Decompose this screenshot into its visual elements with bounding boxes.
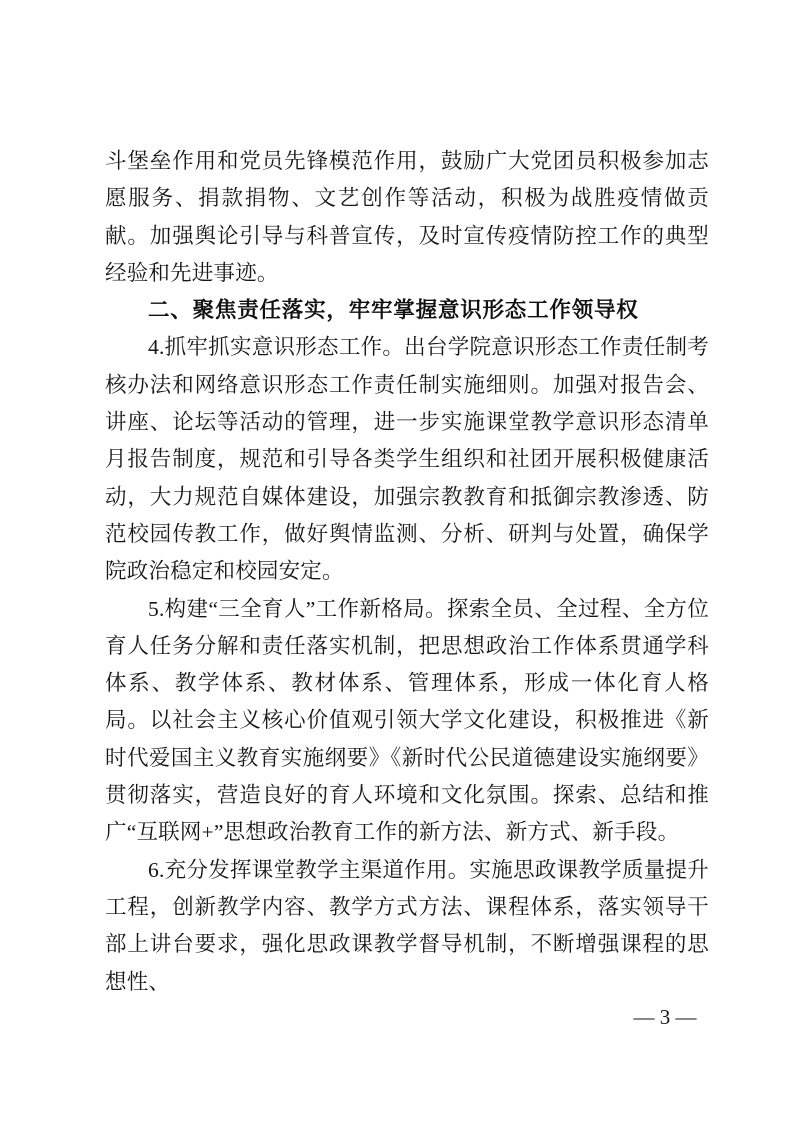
page-number: — 3 — [633,1005,697,1029]
document-text-block [105,143,709,1001]
paragraph-item-6: 6.充分发挥课堂教学主渠道作用。实施思政课教学质量提升工程，创新教学内容、教学方式方法、课程体系，落实领导干部上讲台要求，强化思政课教学督导机制，不断增强课程的思想性、 [105,857,709,994]
paragraph-continuation: 斗堡垒作用和党员先锋模范作用，鼓励广大党团员积极参加志愿服务、捐款捐物、文艺创作等活动，积极为战胜疫情做贡献。加强舆论引导与科普宣传，及时宣传疫情防控工作的典型经验和先进事迹。 [105,149,709,285]
section-heading: 二、聚焦责任落实，牢牢掌握意识形态工作领导权 [148,298,639,323]
paragraph-item-4: 4.抓牢抓实意识形态工作。出台学院意识形态工作责任制考核办法和网络意识形态工作责任制实施细则。加强对报告会、讲座、论坛等活动的管理，进一步实施课堂教学意识形态清单月报告制度，规范和引导各类学生组织和社团开展积极健康活动，大力规范自媒体建设，加强宗教教育和抵御宗教渗透、防范校园传教工作，做好舆情监测、分析、研判与处置，确保学院政治稳定和校园安定。 [105,335,709,584]
paragraph-item-5: 5.构建“三全育人”工作新格局。探索全员、全过程、全方位育人任务分解和责任落实机制，把思想政治工作体系贯通学科体系、教学体系、教材体系、管理体系，形成一体化育人格局。以社会主义核心价值观引领大学文化建设，积极推进《新时代爱国主义教育实施纲要》《新时代公民道德建设实施纲要》贯彻落实，营造良好的育人环境和文化氛围。探索、总结和推广“互联网+”思想政治教育工作的新方法、新方式、新手段。 [105,596,709,845]
